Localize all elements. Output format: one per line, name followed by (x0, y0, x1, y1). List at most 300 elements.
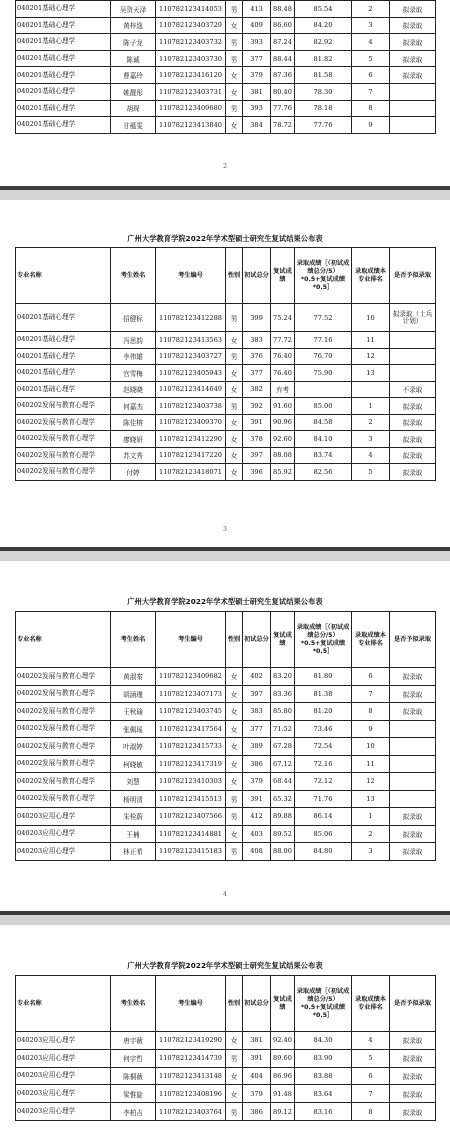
table-cell: 3 (352, 17, 390, 34)
table-cell: 何宇哲 (111, 1049, 156, 1067)
table-cell: 付婷 (111, 464, 156, 481)
table-cell: 女 (226, 703, 243, 721)
table-cell: 89.52 (271, 825, 295, 843)
table-cell: 廖晓妍 (111, 431, 156, 448)
table-cell: 黄梓逸 (111, 17, 156, 34)
table-cell: 86.96 (271, 1067, 295, 1085)
table-cell: 040201基础心理学 (16, 332, 111, 349)
table-cell: 8 (352, 1103, 390, 1121)
table-cell: 女 (226, 1067, 243, 1085)
column-header: 专业名称 (16, 248, 111, 304)
table-cell: 377 (243, 365, 271, 382)
table-row (16, 755, 436, 773)
table-cell: 110782123403729 (156, 17, 226, 34)
table-cell: 83.16 (295, 1103, 352, 1121)
table-cell: 378 (243, 431, 271, 448)
table-row (16, 414, 436, 431)
column-header: 是否予拟录取 (390, 612, 436, 668)
table-cell (295, 381, 352, 398)
table-cell (390, 755, 436, 773)
table-cell: 379 (243, 773, 271, 791)
table-cell: 408 (243, 843, 271, 861)
table-row (16, 1, 436, 18)
table-cell: 11 (352, 755, 390, 773)
table-cell: 92.60 (271, 431, 295, 448)
table-cell: 女 (226, 431, 243, 448)
table-cell: 386 (243, 1103, 271, 1121)
table-cell: 7 (352, 685, 390, 703)
table-cell: 拟录取 (390, 685, 436, 703)
table-row (16, 1032, 436, 1050)
table-cell: 110782123413840 (156, 117, 226, 134)
table-cell: 404 (243, 1067, 271, 1085)
table-cell: 82.56 (295, 464, 352, 481)
table-cell: 110782123403732 (156, 34, 226, 51)
table-cell: 89.12 (271, 1103, 295, 1121)
table-cell: 67.12 (271, 755, 295, 773)
table-cell: 4 (352, 34, 390, 51)
table-cell: 76.40 (271, 348, 295, 365)
column-header: 考生姓名 (111, 612, 156, 668)
table-cell: 男 (226, 348, 243, 365)
table-cell: 拟录取 (390, 808, 436, 826)
table-header-2 (16, 248, 436, 304)
column-header: 考生编号 (156, 612, 226, 668)
table-cell: 89.60 (271, 1049, 295, 1067)
table-cell: 陈子龙 (111, 34, 156, 51)
table-cell: 110782123414649 (156, 381, 226, 398)
table-cell: 110782123409682 (156, 668, 226, 686)
table-cell: 040202发展与教育心理学 (16, 447, 111, 464)
table-cell: 040201基础心理学 (16, 17, 111, 34)
table-cell: 040201基础心理学 (16, 365, 111, 382)
column-header: 性别 (226, 248, 243, 304)
table-cell: 84.80 (295, 843, 352, 861)
table-body-3 (16, 668, 436, 861)
table-cell: 110782123408196 (156, 1085, 226, 1103)
table-cell: 110782123417319 (156, 755, 226, 773)
table-cell: 110782123407173 (156, 685, 226, 703)
page-title: 广州大学教育学院2022年学术型硕士研究生复试结果公布表 (127, 597, 323, 606)
table-cell: 110782123418071 (156, 464, 226, 481)
table-cell: 女 (226, 1032, 243, 1050)
table-cell: 84.58 (295, 414, 352, 431)
table-cell: 女 (226, 332, 243, 349)
table-cell: 110782123414053 (156, 1, 226, 18)
table-row (16, 1049, 436, 1067)
table-cell: 110782123415183 (156, 843, 226, 861)
table-cell: 陈桐薇 (111, 1067, 156, 1085)
page-2 (0, 200, 450, 547)
table-cell: 拟录取（士兵计划） (390, 304, 436, 332)
table-cell: 男 (226, 50, 243, 67)
table-cell: 5 (352, 50, 390, 67)
table-cell: 71.52 (271, 720, 295, 738)
table-cell: 2 (352, 414, 390, 431)
table-cell: 9 (352, 117, 390, 134)
table-header-3 (16, 612, 436, 668)
column-header: 复试成绩 (271, 612, 295, 668)
table-cell: 377 (243, 50, 271, 67)
table-cell: 413 (243, 1, 271, 18)
table-cell: 77.16 (295, 332, 352, 349)
results-table-4 (15, 975, 436, 1121)
column-header: 初试总分 (243, 612, 271, 668)
table-body-2 (16, 304, 436, 481)
table-cell: 040201基础心理学 (16, 83, 111, 100)
table-cell: 110782123413563 (156, 332, 226, 349)
table-cell: 女 (226, 414, 243, 431)
table-row (16, 738, 436, 756)
table-cell: 85.92 (271, 464, 295, 481)
table-cell: 040202发展与教育心理学 (16, 414, 111, 431)
table-cell: 拟录取 (390, 668, 436, 686)
table-cell: 110782123407566 (156, 808, 226, 826)
table-cell: 83.90 (295, 1049, 352, 1067)
column-header: 复试成绩 (271, 248, 295, 304)
table-cell: 72.12 (295, 773, 352, 791)
page-separator (0, 547, 450, 561)
column-header: 录取成绩［（初试成绩总分/5）*0.5+复试成绩*0.5］ (295, 976, 352, 1032)
column-header: 是否予拟录取 (390, 248, 436, 304)
table-row (16, 447, 436, 464)
table-cell: 71.76 (295, 790, 352, 808)
table-cell: 040201基础心理学 (16, 67, 111, 84)
table-cell: 91.60 (271, 398, 295, 415)
table-cell: 040203应用心理学 (16, 843, 111, 861)
table-row (16, 703, 436, 721)
table-cell: 040202发展与教育心理学 (16, 668, 111, 686)
column-header: 考生姓名 (111, 248, 156, 304)
column-header: 专业名称 (16, 612, 111, 668)
table-cell: 040202发展与教育心理学 (16, 685, 111, 703)
table-cell: 林正希 (111, 843, 156, 861)
table-cell: 6 (352, 668, 390, 686)
table-cell: 393 (243, 100, 271, 117)
table-cell: 85.00 (295, 398, 352, 415)
table-cell: 唐宇薇 (111, 1032, 156, 1050)
table-cell: 040201基础心理学 (16, 117, 111, 134)
table-cell: 110782123403731 (156, 83, 226, 100)
table-cell: 040201基础心理学 (16, 381, 111, 398)
table-cell: 040203应用心理学 (16, 1067, 111, 1085)
table-cell: 83.64 (295, 1085, 352, 1103)
table-cell: 110782123414881 (156, 825, 226, 843)
table-cell: 2 (352, 825, 390, 843)
table-cell: 11 (352, 332, 390, 349)
table-cell: 86.14 (295, 808, 352, 826)
table-cell: 72.16 (295, 755, 352, 773)
table-cell: 拟录取 (390, 398, 436, 415)
page-number: 3 (223, 526, 227, 533)
table-cell: 040203应用心理学 (16, 825, 111, 843)
table-cell: 040202发展与教育心理学 (16, 720, 111, 738)
table-cell: 88.00 (271, 843, 295, 861)
table-cell: 拟录取 (390, 464, 436, 481)
table-cell: 4 (352, 1032, 390, 1050)
table-cell: 040202发展与教育心理学 (16, 773, 111, 791)
table-cell (390, 365, 436, 382)
table-row (16, 464, 436, 481)
table-cell: 110782123412288 (156, 304, 226, 332)
table-cell: 拟录取 (390, 17, 436, 34)
table-cell: 393 (243, 34, 271, 51)
header-row (16, 248, 436, 304)
table-cell: 拟录取 (390, 50, 436, 67)
table-cell: 77.72 (271, 332, 295, 349)
table-cell: 女 (226, 668, 243, 686)
table-cell: 040203应用心理学 (16, 1032, 111, 1050)
table-cell: 5 (352, 1049, 390, 1067)
table-cell: 陈诚 (111, 50, 156, 67)
table-body-4 (16, 1032, 436, 1121)
table-cell: 88.44 (271, 50, 295, 67)
table-cell: 官雪梅 (111, 365, 156, 382)
table-cell: 72.54 (295, 738, 352, 756)
table-cell: 拟录取 (390, 1067, 436, 1085)
table-cell: 女 (226, 685, 243, 703)
table-cell: 杨明清 (111, 790, 156, 808)
table-cell: 391 (243, 790, 271, 808)
table-cell: 男 (226, 100, 243, 117)
table-cell: 招健标 (111, 304, 156, 332)
table-cell: 88.08 (271, 447, 295, 464)
table-cell: 040202发展与教育心理学 (16, 790, 111, 808)
header-row (16, 612, 436, 668)
table-cell (390, 738, 436, 756)
table-cell: 10 (352, 304, 390, 332)
table-cell: 拟录取 (390, 1, 436, 18)
table-cell: 389 (243, 738, 271, 756)
table-row (16, 398, 436, 415)
table-cell: 110782123414739 (156, 1049, 226, 1067)
table-cell: 男 (226, 398, 243, 415)
table-cell: 040203应用心理学 (16, 808, 111, 826)
page-title: 广州大学教育学院2022年学术型硕士研究生复试结果公布表 (127, 234, 323, 243)
table-cell: 81.20 (295, 703, 352, 721)
table-cell: 83.88 (295, 1067, 352, 1085)
table-cell: 040201基础心理学 (16, 100, 111, 117)
table-cell: 不录取 (390, 381, 436, 398)
table-row (16, 100, 436, 117)
table-cell: 110782123409370 (156, 414, 226, 431)
table-cell: 3 (352, 843, 390, 861)
table-cell: 曹嘉玲 (111, 67, 156, 84)
table-cell: 377 (243, 720, 271, 738)
table-cell: 110782123405943 (156, 365, 226, 382)
table-cell: 叶淑婷 (111, 738, 156, 756)
table-row (16, 1067, 436, 1085)
table-cell: 110782123417564 (156, 720, 226, 738)
table-cell: 110782123419290 (156, 1032, 226, 1050)
table-cell: 甘蕴雯 (111, 117, 156, 134)
table-cell: 李柏吉 (111, 1103, 156, 1121)
table-cell: 85.80 (271, 703, 295, 721)
table-row (16, 381, 436, 398)
table-cell: 苏文秀 (111, 447, 156, 464)
table-cell: 刘慧 (111, 773, 156, 791)
table-body-1 (16, 1, 436, 134)
table-cell: 77.76 (295, 117, 352, 134)
table-cell: 81.80 (295, 668, 352, 686)
table-cell: 110782123417220 (156, 447, 226, 464)
page-separator (0, 911, 450, 925)
table-cell: 412 (243, 808, 271, 826)
table-cell: 040202发展与教育心理学 (16, 703, 111, 721)
table-cell: 397 (243, 447, 271, 464)
table-cell: 92.40 (271, 1032, 295, 1050)
page-4 (0, 925, 450, 1135)
table-cell: 女 (226, 117, 243, 134)
table-cell: 379 (243, 67, 271, 84)
header-row (16, 976, 436, 1032)
column-header: 录取成绩本专业排名 (352, 976, 390, 1032)
table-cell: 110782123403727 (156, 348, 226, 365)
table-cell: 8 (352, 703, 390, 721)
table-cell: 拟录取 (390, 1049, 436, 1067)
column-header: 初试总分 (243, 976, 271, 1032)
table-row (16, 720, 436, 738)
table-row (16, 332, 436, 349)
table-cell: 拟录取 (390, 67, 436, 84)
table-cell: 女 (226, 773, 243, 791)
column-header: 是否予拟录取 (390, 976, 436, 1032)
table-cell: 040202发展与教育心理学 (16, 431, 111, 448)
table-cell: 男 (226, 790, 243, 808)
table-row (16, 365, 436, 382)
table-cell: 男 (226, 1, 243, 18)
page-number: 2 (223, 163, 227, 170)
table-cell: 赵晓晓 (111, 381, 156, 398)
table-cell: 87.36 (271, 67, 295, 84)
table-cell: 040202发展与教育心理学 (16, 738, 111, 756)
table-cell: 85.54 (295, 1, 352, 18)
table-cell (390, 332, 436, 349)
table-cell: 姚靓彤 (111, 83, 156, 100)
table-cell: 84.30 (295, 1032, 352, 1050)
table-cell: 7 (352, 83, 390, 100)
table-cell: 403 (243, 825, 271, 843)
table-cell: 朱栓蔚 (111, 808, 156, 826)
table-row (16, 790, 436, 808)
table-cell: 86.60 (271, 17, 295, 34)
table-row (16, 348, 436, 365)
table-row (16, 34, 436, 51)
column-header: 性别 (226, 612, 243, 668)
table-cell: 391 (243, 414, 271, 431)
table-row (16, 67, 436, 84)
column-header: 录取成绩［（初试成绩总分/5）*0.5+复试成绩*0.5］ (295, 248, 352, 304)
table-cell: 76.70 (295, 348, 352, 365)
table-cell: 040201基础心理学 (16, 34, 111, 51)
table-cell: 拟录取 (390, 703, 436, 721)
table-cell: 85.06 (295, 825, 352, 843)
table-cell: 柯晓敏 (111, 755, 156, 773)
table-row (16, 668, 436, 686)
table-cell: 376 (243, 348, 271, 365)
table-cell: 384 (243, 117, 271, 134)
table-cell: 拟录取 (390, 843, 436, 861)
table-cell: 陈佳榕 (111, 414, 156, 431)
table-cell: 75.90 (295, 365, 352, 382)
table-cell: 12 (352, 348, 390, 365)
table-cell: 81.58 (295, 67, 352, 84)
table-cell: 2 (352, 1, 390, 18)
table-cell: 女 (226, 365, 243, 382)
table-cell: 张佩瑶 (111, 720, 156, 738)
table-cell: 110782123415513 (156, 790, 226, 808)
table-cell: 男 (226, 1049, 243, 1067)
table-cell: 382 (243, 381, 271, 398)
table-cell (390, 790, 436, 808)
table-cell: 7 (352, 1085, 390, 1103)
table-cell: 83.36 (271, 685, 295, 703)
table-cell: 396 (243, 464, 271, 481)
table-cell: 110782123403730 (156, 50, 226, 67)
table-cell: 409 (243, 17, 271, 34)
column-header: 录取成绩本专业排名 (352, 248, 390, 304)
table-cell: 女 (226, 720, 243, 738)
table-cell: 6 (352, 67, 390, 84)
table-row (16, 808, 436, 826)
table-cell: 王秋瑜 (111, 703, 156, 721)
table-cell: 黄淑秦 (111, 668, 156, 686)
table-cell: 81.38 (295, 685, 352, 703)
table-cell: 男 (226, 34, 243, 51)
table-cell: 1 (352, 398, 390, 415)
table-cell: 110782123413148 (156, 1067, 226, 1085)
table-row (16, 304, 436, 332)
table-cell: 391 (243, 1049, 271, 1067)
table-cell: 拟录取 (390, 431, 436, 448)
table-cell: 77.52 (295, 304, 352, 332)
table-cell: 399 (243, 304, 271, 332)
table-cell: 6 (352, 1067, 390, 1085)
table-cell: 040203应用心理学 (16, 1103, 111, 1121)
table-cell: 13 (352, 790, 390, 808)
table-cell: 81.82 (295, 50, 352, 67)
table-cell: 83.74 (295, 447, 352, 464)
table-cell: 13 (352, 365, 390, 382)
column-header: 性别 (226, 976, 243, 1032)
table-cell: 040201基础心理学 (16, 1, 111, 18)
table-cell: 1 (352, 808, 390, 826)
table-cell: 拟录取 (390, 414, 436, 431)
table-row (16, 825, 436, 843)
table-cell: 040201基础心理学 (16, 304, 111, 332)
table-cell: 383 (243, 703, 271, 721)
table-cell: 女 (226, 381, 243, 398)
table-cell: 女 (226, 67, 243, 84)
table-cell: 83.20 (271, 668, 295, 686)
column-header: 考生编号 (156, 976, 226, 1032)
table-cell: 65.32 (271, 790, 295, 808)
table-cell: 吴贺天泽 (111, 1, 156, 18)
table-cell: 040201基础心理学 (16, 348, 111, 365)
table-cell: 67.28 (271, 738, 295, 756)
page-3 (0, 561, 450, 911)
table-cell: 68.44 (271, 773, 295, 791)
table-header-4 (16, 976, 436, 1032)
table-row (16, 431, 436, 448)
table-cell: 397 (243, 685, 271, 703)
column-header: 考生编号 (156, 248, 226, 304)
table-cell: 110782123410303 (156, 773, 226, 791)
table-cell: 男 (226, 808, 243, 826)
page-number: 4 (223, 891, 227, 898)
table-cell: 379 (243, 1085, 271, 1103)
page-title: 广州大学教育学院2022年学术型硕士研究生复试结果公布表 (127, 961, 323, 970)
